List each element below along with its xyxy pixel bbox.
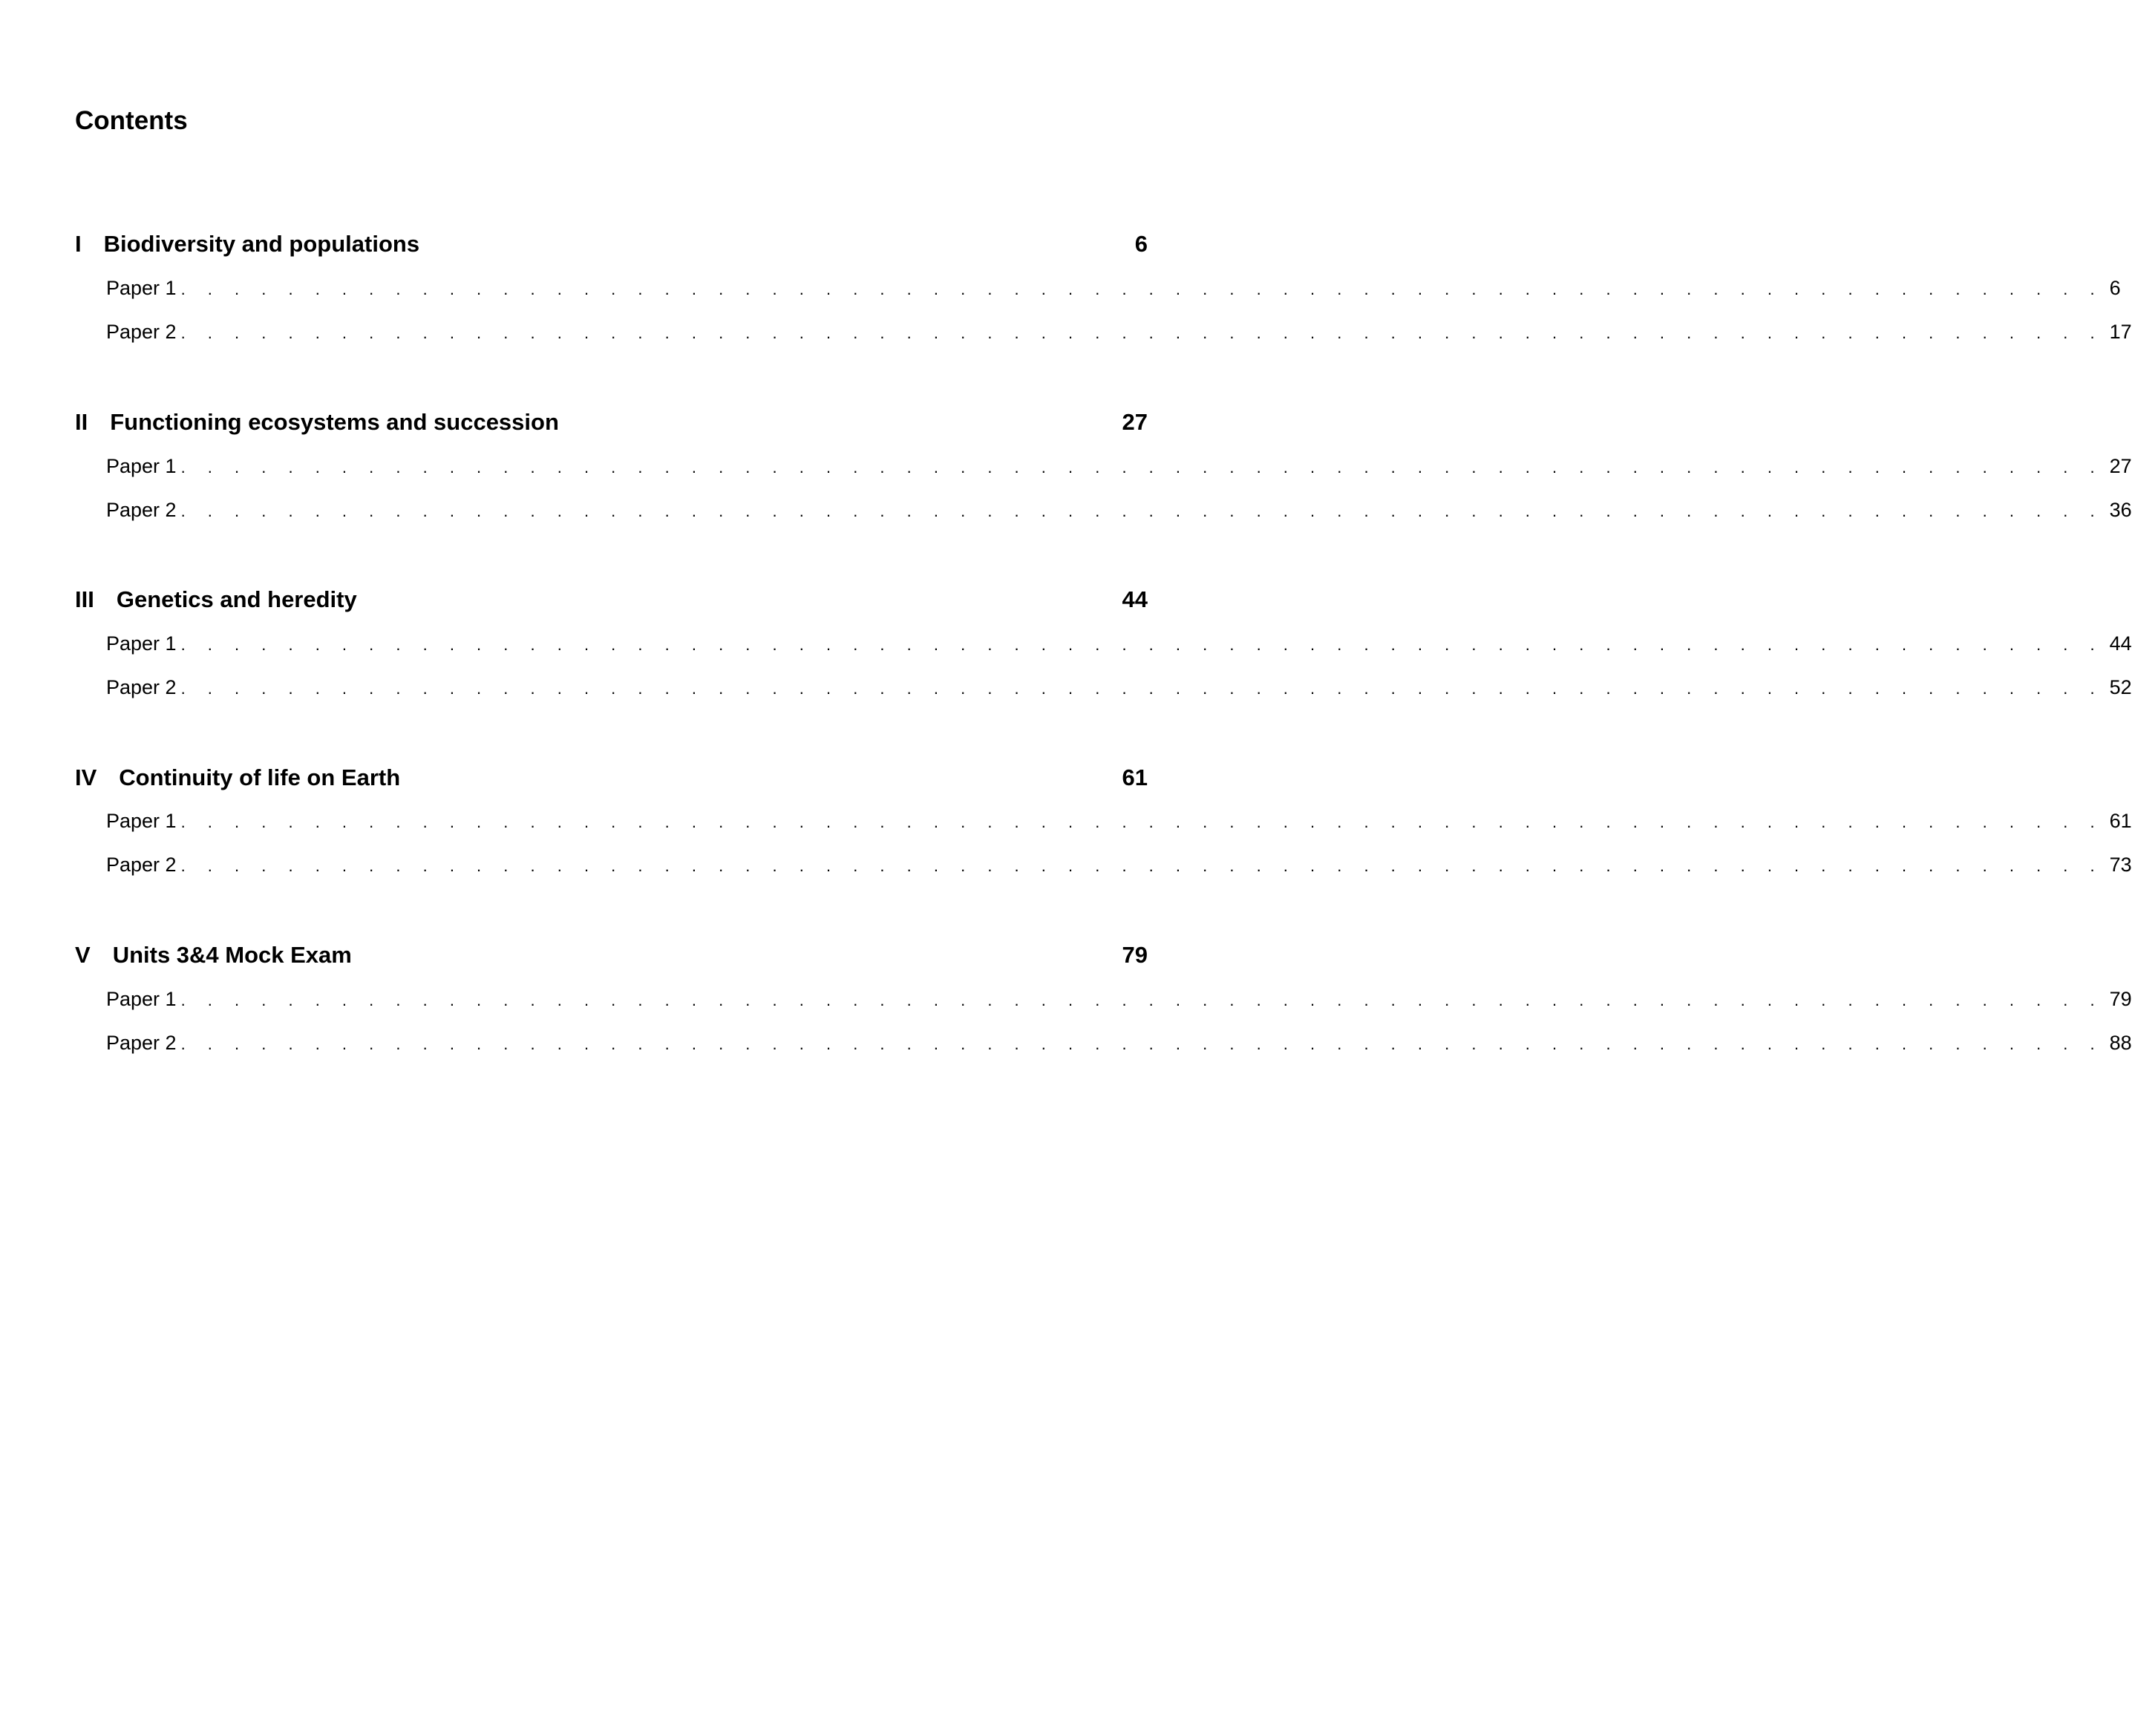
part-page-number: 27: [1122, 409, 1148, 435]
toc-entry[interactable]: [106, 854, 2132, 880]
part-page-number: 6: [1134, 231, 1148, 257]
entry-page-number: 79: [2109, 988, 2132, 1010]
part-numeral: V: [75, 942, 91, 968]
part-numeral: II: [75, 409, 88, 435]
toc-part-ii[interactable]: [75, 407, 1148, 437]
dot-leader: . . . . . . . . . . . . . . . . . . . . . . . . . . . . . . . . . . . . . . . . . . . . . . . . . . . . . . . . . . . . . . . . . . . . . . . .: [180, 324, 2104, 342]
dot-leader: . . . . . . . . . . . . . . . . . . . . . . . . . . . . . . . . . . . . . . . . . . . . . . . . . . . . . . . . . . . . . . . . . . . . . . . .: [180, 679, 2104, 698]
entry-label: Paper 1: [106, 810, 177, 832]
entry-label: Paper 2: [106, 676, 177, 698]
entry-page-number: 61: [2109, 810, 2132, 832]
toc-entry[interactable]: [106, 810, 2132, 836]
part-numeral: III: [75, 586, 94, 612]
part-title: Continuity of life on Earth: [119, 764, 401, 790]
part-page-number: 61: [1122, 764, 1148, 790]
entry-label: Paper 1: [106, 455, 177, 477]
entry-label: Paper 2: [106, 1032, 177, 1054]
dot-leader: . . . . . . . . . . . . . . . . . . . . . . . . . . . . . . . . . . . . . . . . . . . . . . . . . . . . . . . . . . . . . . . . . . . . . . . .: [180, 280, 2104, 298]
toc-part-iii[interactable]: [75, 585, 1148, 615]
part-title: Biodiversity and populations: [103, 231, 420, 257]
dot-leader: . . . . . . . . . . . . . . . . . . . . . . . . . . . . . . . . . . . . . . . . . . . . . . . . . . . . . . . . . . . . . . . . . . . . . . . .: [180, 1035, 2104, 1053]
toc-entry[interactable]: [106, 988, 2132, 1015]
dot-leader: . . . . . . . . . . . . . . . . . . . . . . . . . . . . . . . . . . . . . . . . . . . . . . . . . . . . . . . . . . . . . . . . . . . . . . . .: [180, 856, 2104, 875]
part-numeral: I: [75, 231, 82, 257]
toc-part-v[interactable]: [75, 940, 1148, 970]
toc-entry[interactable]: [106, 1032, 2132, 1058]
part-numeral: IV: [75, 764, 97, 790]
part-page-number: 44: [1122, 586, 1148, 612]
entry-label: Paper 2: [106, 854, 177, 876]
toc-entry[interactable]: [106, 277, 2121, 304]
part-page-number: 79: [1122, 942, 1148, 968]
page-title: Contents: [75, 106, 188, 135]
entry-label: Paper 2: [106, 321, 177, 343]
entry-page-number: 44: [2109, 632, 2132, 655]
entry-label: Paper 1: [106, 632, 177, 655]
toc-entry[interactable]: [106, 499, 2132, 525]
toc-part-iv[interactable]: [75, 763, 1148, 793]
part-title: Units 3&4 Mock Exam: [112, 942, 352, 968]
entry-page-number: 88: [2109, 1032, 2132, 1054]
toc-entry[interactable]: [106, 321, 2132, 347]
entry-page-number: 27: [2109, 455, 2132, 477]
dot-leader: . . . . . . . . . . . . . . . . . . . . . . . . . . . . . . . . . . . . . . . . . . . . . . . . . . . . . . . . . . . . . . . . . . . . . . . .: [180, 502, 2104, 520]
part-title: Functioning ecosystems and succession: [110, 409, 559, 435]
entry-page-number: 6: [2109, 277, 2121, 299]
entry-label: Paper 1: [106, 277, 177, 299]
part-title: Genetics and heredity: [116, 586, 357, 612]
entry-page-number: 17: [2109, 321, 2132, 343]
toc-entry[interactable]: [106, 676, 2132, 703]
entry-page-number: 52: [2109, 676, 2132, 698]
dot-leader: . . . . . . . . . . . . . . . . . . . . . . . . . . . . . . . . . . . . . . . . . . . . . . . . . . . . . . . . . . . . . . . . . . . . . . . .: [180, 991, 2104, 1009]
toc-entry[interactable]: [106, 455, 2132, 482]
entry-page-number: 73: [2109, 854, 2132, 876]
toc-entry[interactable]: [106, 632, 2132, 659]
dot-leader: . . . . . . . . . . . . . . . . . . . . . . . . . . . . . . . . . . . . . . . . . . . . . . . . . . . . . . . . . . . . . . . . . . . . . . . .: [180, 458, 2104, 476]
entry-page-number: 36: [2109, 499, 2132, 521]
toc-part-i[interactable]: [75, 229, 1148, 259]
entry-label: Paper 1: [106, 988, 177, 1010]
entry-label: Paper 2: [106, 499, 177, 521]
dot-leader: . . . . . . . . . . . . . . . . . . . . . . . . . . . . . . . . . . . . . . . . . . . . . . . . . . . . . . . . . . . . . . . . . . . . . . . .: [180, 635, 2104, 654]
dot-leader: . . . . . . . . . . . . . . . . . . . . . . . . . . . . . . . . . . . . . . . . . . . . . . . . . . . . . . . . . . . . . . . . . . . . . . . .: [180, 813, 2104, 831]
